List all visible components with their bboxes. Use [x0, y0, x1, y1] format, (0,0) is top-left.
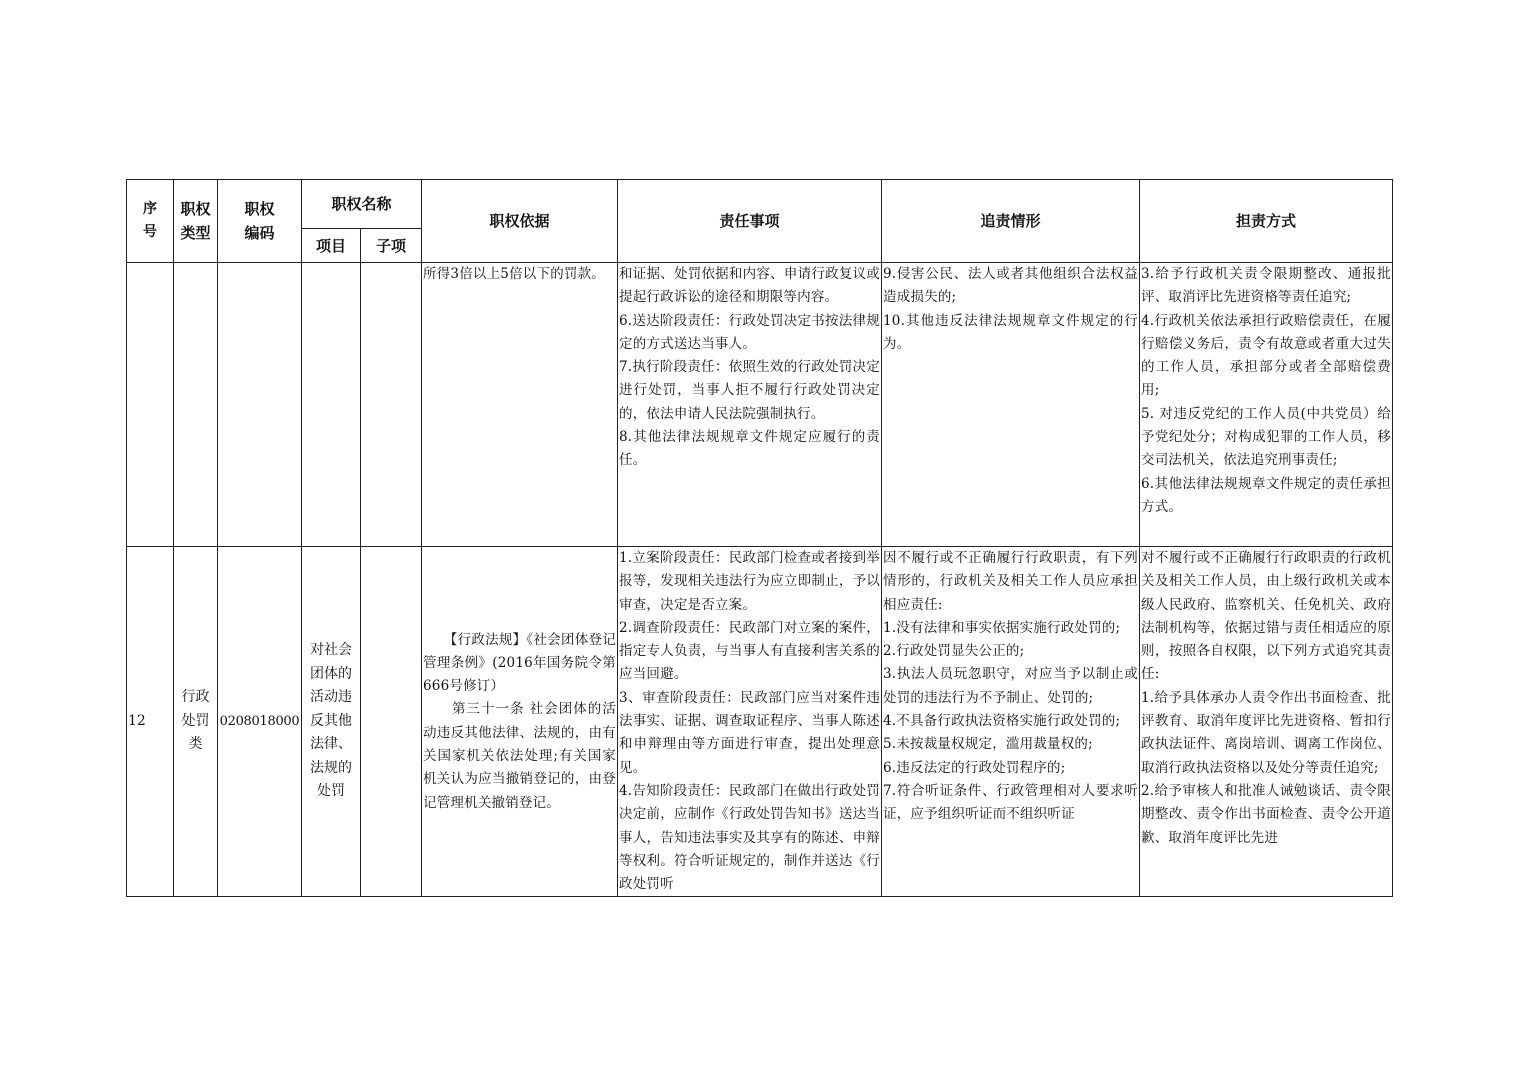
cell-subitem [361, 547, 422, 897]
cell-responsibility: 对不履行或不正确履行行政职责的行政机关及相关工作人员，由上级行政机关或本级人民政府、监察机关、任免机关、政府法制机构等，依据过错与责任相适应的原则，按照各自权限，以下列方式追究其责任: 1.给予具体承办人责令作出书面检查、批评教育、取消年度评比先进资格、暂扣行政执法证件、离岗培训、调离工作岗位、取消行政执法资格以及处分等责任追究; 2.给予审核人和批准人诫勉谈话、责令限期整改、责令作出书面检查、责令公开道歉、取消年度评比先进 [1140, 547, 1393, 897]
cell-responsibility: 3.给予行政机关责令限期整改、通报批评、取消评比先进资格等责任追究; 4.行政机关依法承担行政赔偿责任，在履行赔偿义务后，责令有故意或者重大过失的工作人员，承担部分或者全部赔偿费用; 5. 对违反党纪的工作人员(中共党员）给予党纪处分；对构成犯罪的工作人员，移交司法机关，依法追究刑事责任; 6.其他法律法规规章文件规定的责任承担方式。 [1140, 263, 1393, 547]
header-code: 职权 编码 [218, 180, 302, 263]
cell-accountability: 9.侵害公民、法人或者其他组织合法权益造成损失的; 10.其他违反法律法规规章文件规定的行为。 [882, 263, 1140, 547]
cell-type: 行政 处罚 类 [174, 547, 218, 897]
header-type: 职权 类型 [174, 180, 218, 263]
header-responsibility: 担责方式 [1140, 180, 1393, 263]
cell-basis: 所得3倍以上5倍以下的罚款。 [422, 263, 618, 547]
cell-code [218, 263, 302, 547]
cell-item: 对社会 团体的 活动违 反其他 法律、 法规的 处罚 [302, 547, 361, 897]
table-row [127, 547, 1393, 897]
cell-code: 0208018000 [218, 547, 302, 897]
header-accountability: 追责情形 [882, 180, 1140, 263]
cell-accountability: 因不履行或不正确履行行政职责，有下列情形的，行政机关及相关工作人员应承担相应责任: 1.没有法律和事实依据实施行政处罚的; 2.行政处罚显失公正的; 3.执法人员玩忽职守，对应当予以制止或处罚的违法行为不予制止、处罚的; 4.不具备行政执法资格实施行政处罚的; 5.未按裁量权规定，滥用裁量权的; 6.违反法定的行政处罚程序的; 7.符合听证条件、行政管理相对人要求听证，应予组织听证而不组织听证 [882, 547, 1140, 897]
cell-subitem [361, 263, 422, 547]
header-basis: 职权依据 [422, 180, 618, 263]
header-item: 项目 [302, 229, 361, 263]
cell-type [174, 263, 218, 547]
header-subitem: 子项 [361, 229, 422, 263]
authority-table [126, 179, 1393, 897]
cell-seq [127, 263, 174, 547]
cell-duty: 和证据、处罚依据和内容、申请行政复议或提起行政诉讼的途径和期限等内容。 6.送达阶段责任：行政处罚决定书按法律规定的方式送达当事人。 7.执行阶段责任：依照生效的行政处罚决定进行处罚，当事人拒不履行行政处罚决定的，依法申请人民法院强制执行。 8.其他法律法规规章文件规定应履行的责任。 [618, 263, 882, 547]
header-name: 职权名称 [302, 180, 422, 229]
header-seq: 序 号 [127, 180, 174, 263]
cell-duty: 1.立案阶段责任：民政部门检查或者接到举报等，发现相关违法行为应立即制止，予以审查，决定是否立案。 2.调查阶段责任：民政部门对立案的案件，指定专人负责，与当事人有直接利害关系的应当回避。 3、审查阶段责任：民政部门应当对案件违法事实、证据、调查取证程序、当事人陈述和申辩理由等方面进行审查，提出处理意见。 4.告知阶段责任：民政部门在做出行政处罚决定前，应制作《行政处罚告知书》送达当事人，告知违法事实及其享有的陈述、申辩等权利。符合听证规定的，制作并送达《行政处罚听 [618, 547, 882, 897]
cell-basis: 【行政法规】《社会团体登记管理条例》(2016年国务院令第666号修订） 第三十一条 社会团体的活动违反其他法律、法规的，由有关国家机关依法处理;有关国家机关认为应当撤销登记的，由登记管理机关撤销登记。 [422, 547, 618, 897]
table-row [127, 263, 1393, 547]
cell-item [302, 263, 361, 547]
header-duty: 责任事项 [618, 180, 882, 263]
cell-seq: 12 [127, 547, 174, 897]
